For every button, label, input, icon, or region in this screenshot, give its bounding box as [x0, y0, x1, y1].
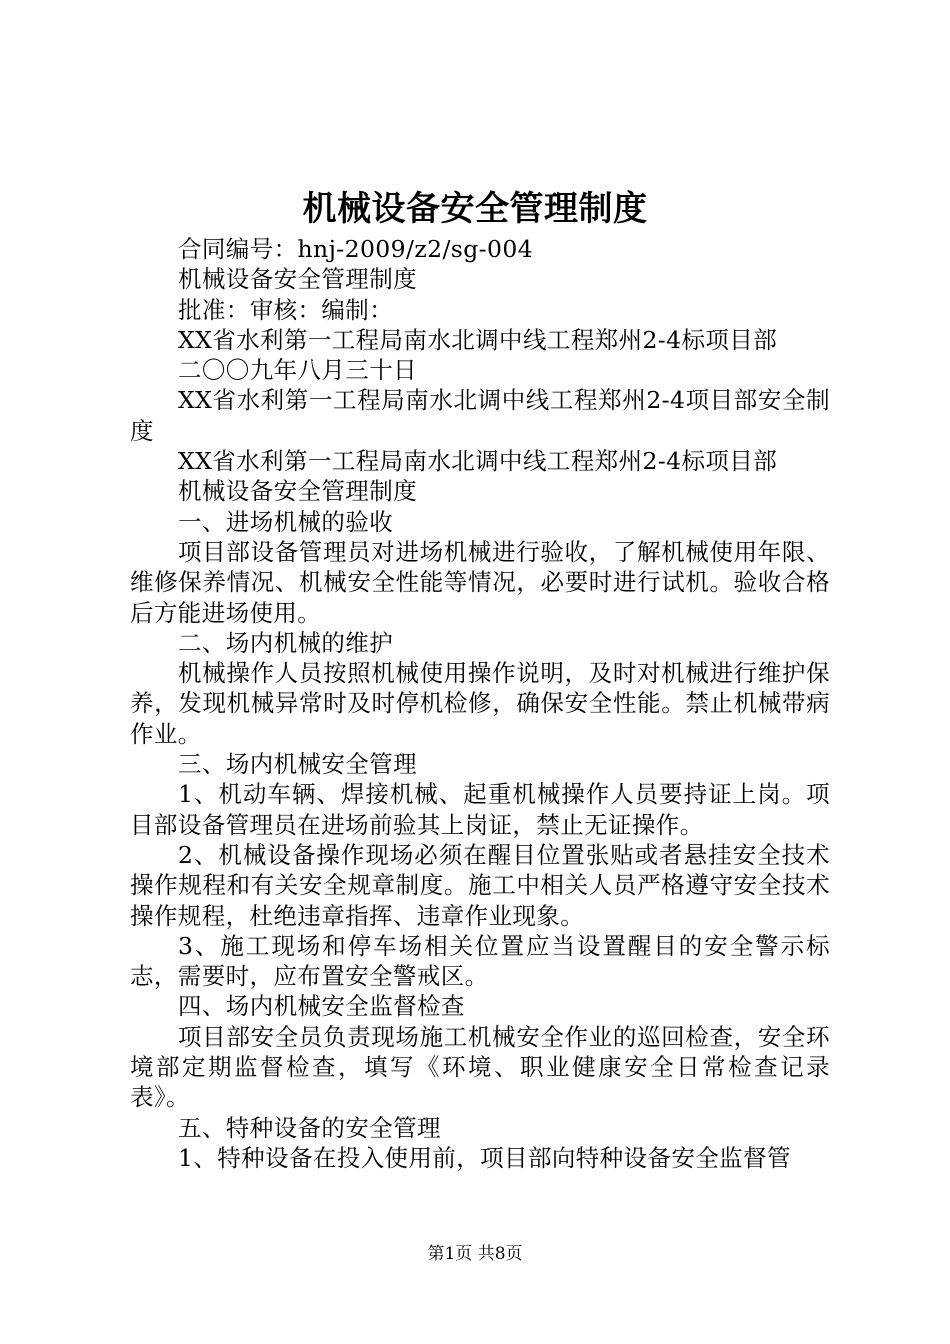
section-heading-2: 二、场内机械的维护 [178, 628, 394, 657]
regulation-title-line: 机械设备安全管理制度 [178, 477, 417, 506]
section-heading-4: 四、场内机械安全监督检查 [178, 992, 465, 1021]
section-heading-3: 三、场内机械安全管理 [178, 750, 417, 779]
paragraph-3-1: 1、机动车辆、焊接机械、起重机械操作人员要持证上岗。项目部设备管理员在进场前验其上岗证，禁止无证操作。 [130, 780, 830, 839]
subtitle-line: 机械设备安全管理制度 [178, 265, 417, 294]
paragraph-2: 机械操作人员按照机械使用操作说明，及时对机械进行维护保养，发现机械异常时及时停机检修，确保安全性能。禁止机械带病作业。 [130, 659, 830, 748]
section-heading-1: 一、进场机械的验收 [178, 507, 394, 536]
section-heading-5: 五、特种设备的安全管理 [178, 1113, 441, 1142]
paragraph-5-1: 1、特种设备在投入使用前，项目部向特种设备安全监督管 [178, 1143, 791, 1172]
organization-safety-line: XX省水利第一工程局南水北调中线工程郑州2-4项目部安全制度 [130, 386, 830, 445]
contract-number: 合同编号：hnj-2009/z2/sg-004 [178, 235, 534, 263]
approval-line: 批准：审核：编制： [178, 295, 394, 324]
document-title: 机械设备安全管理制度 [302, 189, 648, 229]
organization-line: XX省水利第一工程局南水北调中线工程郑州2-4标项目部 [178, 325, 778, 354]
paragraph-4: 项目部安全员负责现场施工机械安全作业的巡回检查，安全环境部定期监督检查，填写《环境、职业健康安全日常检查记录表》。 [130, 1022, 830, 1112]
paragraph-3-2: 2、机械设备操作现场必须在醒目位置张贴或者悬挂安全技术操作规程和有关安全规章制度。施工中相关人员严格遵守安全技术操作规程，杜绝违章指挥、违章作业现象。 [130, 840, 830, 930]
organization-line-2: XX省水利第一工程局南水北调中线工程郑州2-4标项目部 [178, 447, 778, 476]
paragraph-3-3: 3、施工现场和停车场相关位置应当设置醒目的安全警示标志，需要时，应布置安全警戒区。 [130, 931, 830, 991]
date-line: 二〇〇九年八月三十日 [178, 356, 417, 385]
document-body [130, 234, 830, 1173]
page-number-footer: 第1页 共8页 [427, 1244, 523, 1264]
paragraph-1: 项目部设备管理员对进场机械进行验收，了解机械使用年限、维修保养情况、机械安全性能等情况，必要时进行试机。验收合格后方能进场使用。 [130, 537, 830, 627]
